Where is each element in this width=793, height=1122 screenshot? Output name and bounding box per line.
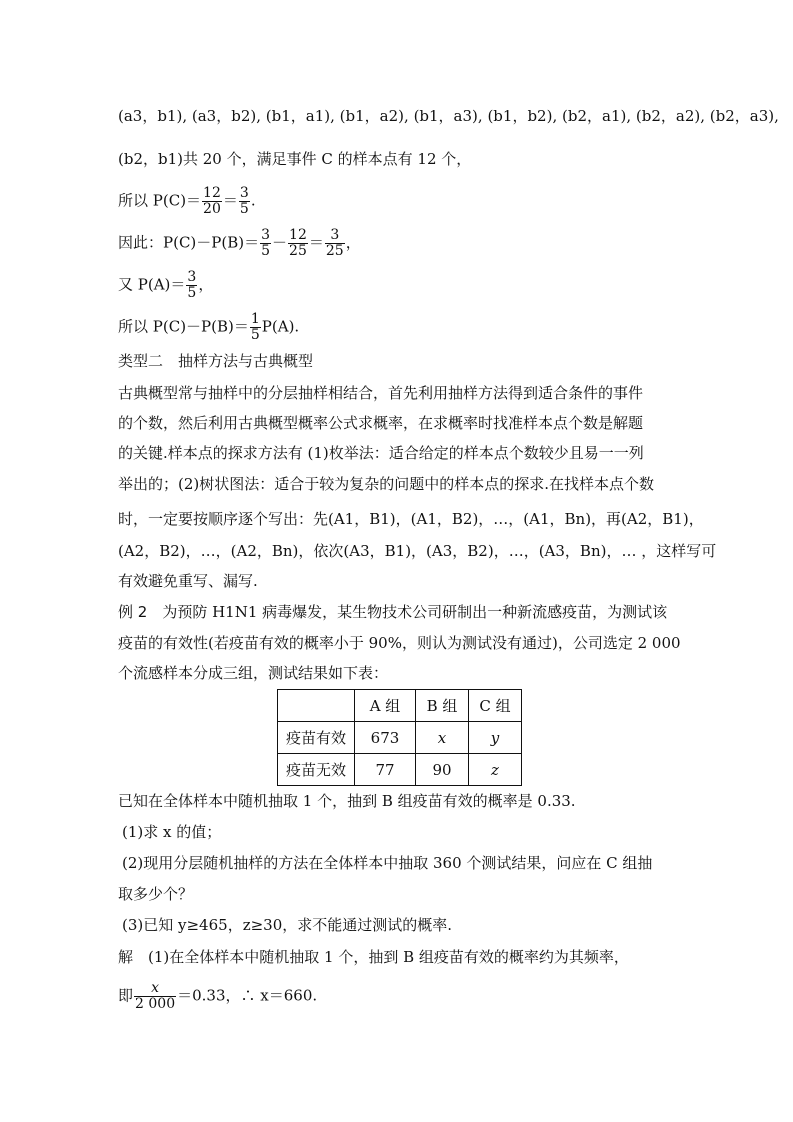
sample-point: (b1，a1) [265,107,331,125]
sample-point: (b2，a2) [635,107,701,125]
relation-equation: 所以 P(C)－P(B)＝ $\frac{1}{5}$ P(A). [118,311,300,343]
table-cell: z [469,754,522,786]
fraction: $\frac{3}{5}$ [187,269,197,301]
sample-point: (b1，b2) [487,107,553,125]
sample-point: (b1，a3) [413,107,478,125]
fraction: $\frac{12}{25}$ [289,227,307,259]
paragraph-line: (A2，B2)，…，(A2，Bn)，依次(A3，B1)，(A3，B2)，…，(A3，Bn)，… ，这样写可 [118,542,717,560]
example-intro-line: 个流感样本分成三组，测试结果如下表： [118,664,389,682]
example-label: 例 2 [118,603,148,621]
fraction: $\frac{12}{20}$ [203,185,221,217]
paragraph-line: 古典概型常与抽样中的分层抽样相结合，首先利用抽样方法得到适合条件的事件 [118,384,644,402]
paragraph-line: 举出的；(2)树状图法：适合于较为复杂的问题中的样本点的探求.在找样本点个数 [118,475,655,493]
table-header-cell: A 组 [355,690,416,722]
paragraph-line: 的关键.样本点的探求方法有 (1)枚举法：适合给定的样本点个数较少且易一一列 [118,444,644,462]
table-row [278,722,522,754]
question-2-line-1: (2)现用分层随机抽样的方法在全体样本中抽取 360 个测试结果，问应在 C 组抽 [122,854,653,872]
table-header-cell: B 组 [416,690,469,722]
table-header-cell: C 组 [469,690,522,722]
sample-point: (a3，b1) [118,107,183,125]
equation-text: 所以 P(C)－P(B)＝ [118,317,249,336]
sample-points-line-2 [118,149,471,169]
after-table-text: 已知在全体样本中随机抽取 1 个，抽到 B 组疫苗有效的概率是 0.33. [118,792,576,810]
results-table [277,689,522,786]
table-row [278,754,522,786]
fraction: $\frac{x}{2 000}$ [135,980,176,1012]
fraction: $\frac{3}{5}$ [261,227,271,259]
solution-text: (1)在全体样本中随机抽取 1 个，抽到 B 组疫苗有效的概率约为其频率， [133,948,629,966]
question-3: (3)已知 y≥465，z≥30，求不能通过测试的概率. [122,916,453,934]
equation-text: 又 P(A)＝ [118,275,186,294]
table-cell: 77 [355,754,416,786]
sample-point: (b2，a1) [562,107,627,125]
difference-equation: 因此：P(C)－P(B)＝ $\frac{3}{5}$ － $\frac{12}{25}$ ＝ $\frac{3}{25}$ ， [118,227,361,259]
solution-label: 解 [118,948,134,966]
solution-line-1 [118,947,629,967]
sample-point: (a3，b2) [191,107,257,125]
table-cell: 疫苗无效 [278,754,355,786]
sample-point: (b2，a3) [709,107,775,125]
question-2-line-2: 取多少个？ [118,885,194,903]
section-heading: 类型二 抽样方法与古典概型 [118,352,314,370]
fraction: $\frac{1}{5}$ [250,311,260,343]
paragraph-line: 的个数，然后利用古典概型概率公式求概率，在求概率时找准样本点个数是解题 [118,414,644,432]
table-cell: y [469,722,522,754]
table-header-cell [278,690,355,722]
table-cell: 90 [416,754,469,786]
equation-text: 所以 P(C)＝ [118,191,202,210]
table-cell: 疫苗有效 [278,722,355,754]
table-cell: 673 [355,722,416,754]
sample-points-line-1: (a3，b1), (a3，b2), (b1，a1), (b1，a2), (b1，a3), (b1，b2), (b2，a1), (b2，a2), (b2，a3), [118,107,779,125]
table-cell: x [416,722,469,754]
solution-line-2: 即 $\frac{x}{2 000}$ ＝0.33，∴ x＝660. [118,980,318,1012]
paragraph-line: 有效避免重写、漏写. [118,572,258,590]
fraction: $\frac{3}{5}$ [239,185,249,217]
question-1: (1)求 x 的值； [122,823,222,841]
pc-equation: 所以 P(C)＝ $\frac{12}{20}$ ＝ $\frac{3}{5}$ . [118,185,256,217]
paragraph-line: 时，一定要按顺序逐个写出：先(A1，B1)，(A1，B2)，…，(A1，Bn)，再(A2，B1)， [118,510,704,528]
example-text: 为预防 H1N1 病毒爆发，某生物技术公司研制出一种新流感疫苗，为测试该 [147,603,668,621]
table-header-row [278,690,522,722]
sample-count-text: 共 20 个，满足事件 C 的样本点有 12 个， [183,150,472,168]
pa-equation: 又 P(A)＝ $\frac{3}{5}$ ， [118,269,214,301]
example-intro-line [118,602,667,622]
equation-text: 因此：P(C)－P(B)＝ [118,233,260,252]
example-intro-line: 疫苗的有效性(若疫苗有效的概率小于 90%，则认为测试没有通过)，公司选定 2 000 [118,634,681,652]
sample-point: (b2，b1) [118,150,183,168]
fraction: $\frac{3}{25}$ [325,227,344,259]
sample-point: (b1，a2) [339,107,405,125]
